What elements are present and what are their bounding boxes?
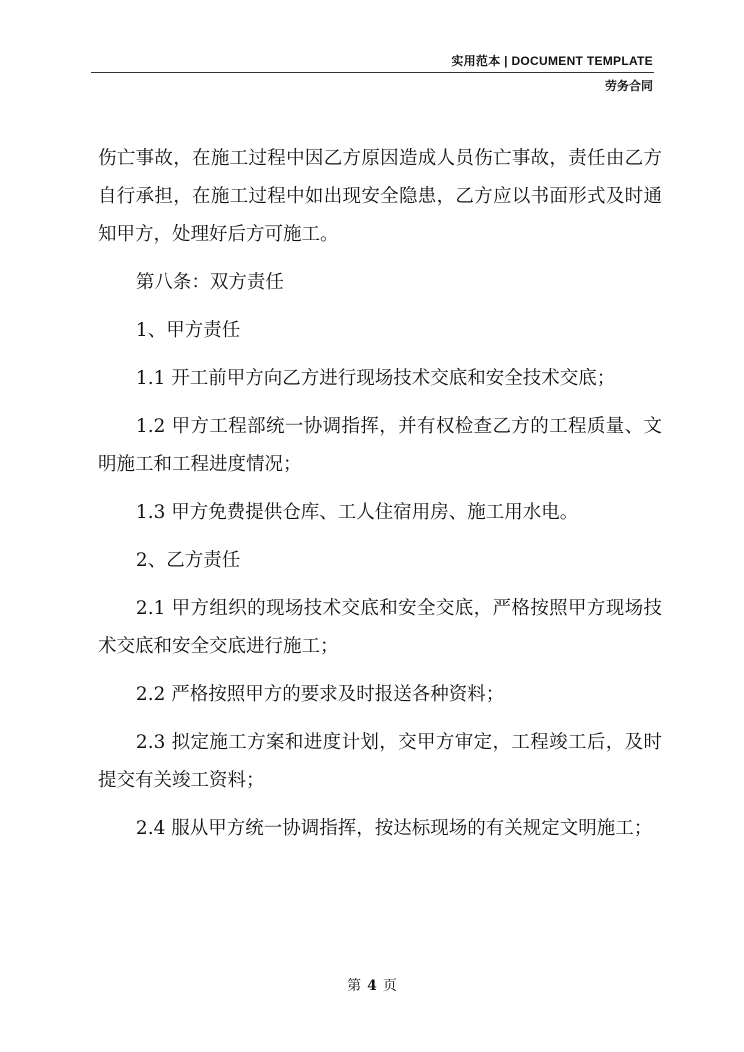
page-number-prefix: 第 — [347, 978, 362, 994]
paragraph-2: 第八条：双方责任 — [135, 272, 284, 293]
page-number: 4 — [367, 978, 377, 994]
paragraph-3: 1、甲方责任 — [135, 320, 241, 341]
paragraph-9: 2.2 严格按照甲方的要求及时报送各种资料； — [135, 684, 505, 705]
paragraph-1: 伤亡事故，在施工过程中因乙方原因造成人员伤亡事故，责任由乙方自行承担，在施工过程中如出现安全隐患，乙方应以书面形式及时通知甲方，处理好后方可施工。 — [98, 148, 662, 245]
header-subtitle: 劳务合同 — [604, 79, 653, 93]
paragraph-5: 1.2 甲方工程部统一协调指挥，并有权检查乙方的工程质量、文明施工和工程进度情况； — [98, 416, 662, 475]
paragraph-7: 2、乙方责任 — [135, 550, 241, 571]
paragraph-11: 2.4 服从甲方统一协调指挥，按达标现场的有关规定文明施工； — [135, 818, 653, 839]
page-footer — [0, 975, 744, 995]
header-title: 实用范本 | DOCUMENT TEMPLATE — [451, 54, 653, 68]
paragraph-8: 2.1 甲方组织的现场技术交底和安全交底，严格按照甲方现场技术交底和安全交底进行施工； — [98, 598, 662, 657]
paragraph-4: 1.1 开工前甲方向乙方进行现场技术交底和安全技术交底； — [135, 368, 616, 389]
paragraph-10: 2.3 拟定施工方案和进度计划，交甲方审定，工程竣工后，及时提交有关竣工资料； — [98, 732, 662, 791]
page-number-suffix: 页 — [382, 978, 397, 994]
paragraph-6: 1.3 甲方免费提供仓库、工人住宿用房、施工用水电。 — [135, 502, 579, 523]
header-divider — [91, 72, 654, 73]
document-body — [98, 140, 662, 858]
